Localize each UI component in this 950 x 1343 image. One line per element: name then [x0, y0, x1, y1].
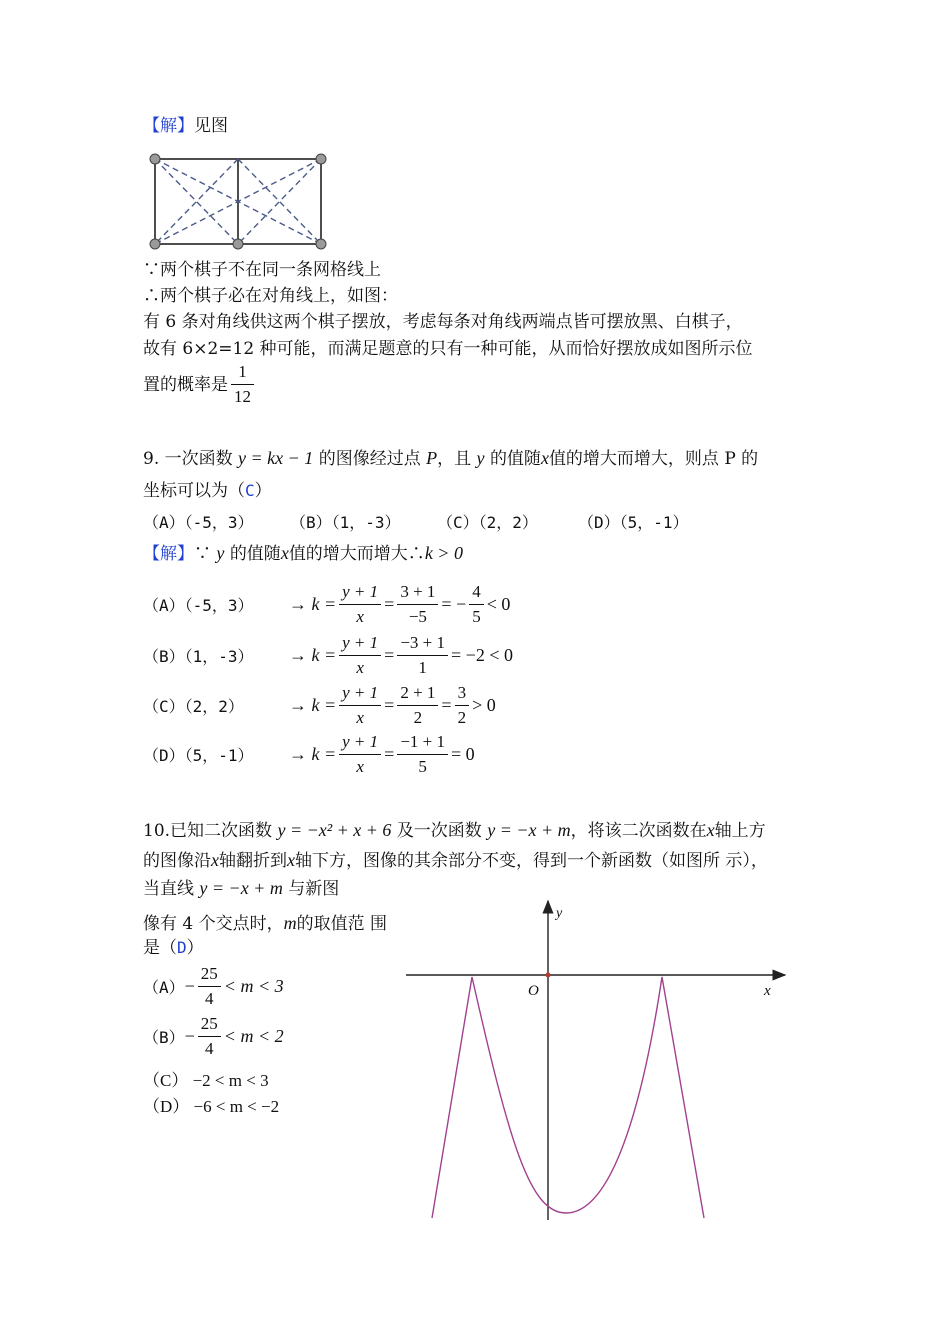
q10-option-d: （D） −6 < m < −2	[143, 1097, 280, 1116]
q10-option-b: （B） − $\frac{25}{4}$ < m < 2	[143, 1014, 284, 1058]
solution-heading	[143, 114, 228, 138]
q9-row-a-label: （A）（-5，3）	[143, 596, 254, 615]
q10-line5-b: ）	[186, 938, 204, 958]
q9-text-e: 值的增大而增大，则点 P 的	[548, 449, 759, 469]
q10-line-4	[143, 911, 387, 936]
paragraph-line-2: 故有 6×2=12 种可能，而满足题意的只有一种可能，从而恰好摆放成如图所示位	[143, 339, 753, 359]
q9-row-d-frac1: $\frac{y + 1}{x}$	[339, 732, 381, 777]
y-axis-label: y	[556, 906, 563, 921]
origin-point	[546, 973, 551, 978]
q9-option-d: （D）（5，-1）	[578, 513, 689, 532]
q10-line-2	[143, 848, 768, 873]
q10-option-a-label: （A）	[143, 978, 185, 997]
reason-line-2: ∴两个棋子必在对角线上，如图：	[143, 286, 398, 306]
q10-line1-d: 轴上方	[714, 821, 766, 841]
q9-x: x	[540, 448, 549, 468]
q10-eq2: y = −x + m	[487, 820, 571, 840]
q10-m: m	[283, 913, 297, 933]
q9-row-a-frac3: $\frac{4}{5}$	[469, 582, 484, 627]
q10-line2-c: 轴下方，图像的其余部分不变，得到一个新函数（如图所 示），	[295, 851, 768, 871]
q9-row-d-pre: → k =	[289, 744, 337, 764]
q10-option-b-label: （B）	[143, 1028, 185, 1047]
q10-answer: D	[177, 938, 187, 957]
q9-row-b-label: （B）（1，-3）	[143, 647, 254, 666]
q9-line2-b: ）	[254, 481, 272, 501]
q9-row-a-pre: → k =	[289, 594, 337, 614]
q10-line1-b: 及一次函数	[396, 821, 482, 841]
q9-row-c-pre: → k =	[289, 695, 337, 715]
q9-sol-c: 值的增大而增大∴	[288, 544, 425, 564]
reason-line-1: ∵两个棋子不在同一条网格线上	[143, 260, 381, 280]
q10-number: 10	[143, 821, 165, 841]
q9-sol-x: x	[280, 543, 289, 563]
q9-row-a-tail: < 0	[486, 594, 511, 614]
q9-row-c-mid: =	[441, 695, 452, 715]
q9-sol-a: ∵	[194, 544, 211, 564]
q10-eq1: y = −x² + x + 6	[277, 820, 392, 840]
q10-line1-a: 已知二次函数	[170, 821, 273, 841]
q9-row-c-frac1: $\frac{y + 1}{x}$	[339, 683, 381, 728]
q10-line-3	[143, 876, 339, 901]
probability-fraction	[231, 362, 254, 407]
q9-sol-k: k > 0	[424, 543, 463, 563]
q9-point: P	[426, 448, 438, 468]
probability-denominator: 12	[234, 387, 251, 406]
q9-row-b: （B）（1，-3） → k = $\frac{y + 1}{x}$ = $\frac{-3 + 1}{1}$ = −2 < 0	[143, 633, 513, 677]
q9-row-c-tail: > 0	[472, 695, 496, 715]
q10-line2-b: 轴翻折到	[219, 851, 287, 871]
new-function-curve	[432, 977, 704, 1218]
q9-y: y	[476, 448, 485, 468]
q9-row-d-tail: = 0	[451, 744, 475, 764]
q10-x1: x	[706, 820, 715, 840]
q9-row-c: （C）（2，2） → k = $\frac{y + 1}{x}$ = $\frac{2 + 1}{2}$ = $\frac{3}{2}$ > 0	[143, 683, 496, 727]
q9-text-b: 的图像经过点	[318, 449, 421, 469]
q10-line-1: 10.已知二次函数 y = −x² + x + 6 及一次函数 y = −x + m，将该二次函数在x轴上方	[143, 820, 766, 841]
q10-line5-a: 是（	[143, 938, 177, 958]
q9-row-d-frac2: $\frac{-1 + 1}{5}$	[397, 732, 448, 777]
q9-option-a: （A）（-5，3）	[143, 513, 254, 532]
probability-numerator: 1	[231, 362, 254, 385]
q10-x3: x	[287, 850, 295, 870]
solution-label: 【解】	[143, 116, 194, 136]
q9-row-a-frac2: $\frac{3 + 1}{-5}$	[397, 582, 438, 627]
q10-option-c: （C） −2 < m < 3	[143, 1071, 269, 1090]
q10-line4-a: 像有 4 个交点时，	[143, 914, 284, 934]
q9-row-d: （D）（5，-1） → k = $\frac{y + 1}{x}$ = $\frac{-1 + 1}{5}$ = 0	[143, 732, 475, 776]
origin-label: O	[528, 983, 539, 999]
q9-line-1: 9. 一次函数 y = kx − 1 的图像经过点 P，且 y 的值随x值的增大而增大，则点 P 的	[143, 448, 759, 469]
q9-row-c-frac3: $\frac{3}{2}$	[455, 683, 470, 728]
q9-row-b-frac1: $\frac{y + 1}{x}$	[339, 633, 381, 678]
paragraph-line-1: 有 6 条对角线供这两个棋子摆放，考虑每条对角线两端点皆可摆放黑、白棋子，	[143, 312, 743, 332]
q9-text-a: 一次函数	[164, 449, 233, 469]
q9-row-b-tail: = −2 < 0	[451, 645, 513, 665]
q9-row-a: （A）（-5，3） → k = $\frac{y + 1}{x}$ = $\frac{3 + 1}{-5}$ = − $\frac{4}{5}$ < 0	[143, 582, 511, 626]
q9-row-c-frac2: $\frac{2 + 1}{2}$	[397, 683, 438, 728]
q10-line3-b: 与新图	[288, 879, 340, 899]
q10-eq3: y = −x + m	[199, 878, 283, 898]
q10-line4-b: 的取值范 围	[296, 914, 388, 934]
q9-equation: y = kx − 1	[238, 448, 314, 468]
q9-line2-a: 坐标可以为（	[143, 481, 245, 501]
q9-row-b-frac2: $\frac{-3 + 1}{1}$	[397, 633, 448, 678]
see-figure-text: 见图	[194, 116, 228, 136]
q10-x2: x	[211, 850, 219, 870]
board-diagram	[145, 150, 335, 250]
q10-function-graph	[400, 895, 800, 1225]
q9-row-c-label: （C）（2，2）	[143, 697, 244, 716]
q9-option-b: （B）（1，-3）	[290, 513, 401, 532]
q9-solution-label: 【解】	[143, 544, 194, 564]
q9-solution-line	[143, 541, 463, 566]
q9-text-d: 的值随	[489, 449, 541, 469]
x-axis-label: x	[764, 983, 771, 999]
q10-option-b-tail: < m < 2	[223, 1026, 284, 1046]
q9-number: 9	[143, 449, 154, 469]
q9-answer: C	[245, 481, 255, 500]
q10-option-a-frac: $\frac{25}{4}$	[198, 964, 221, 1009]
q10-line2-a: 的图像沿	[143, 851, 211, 871]
q10-option-a: （A） − $\frac{25}{4}$ < m < 3	[143, 964, 284, 1008]
q10-option-a-tail: < m < 3	[223, 976, 284, 996]
q9-sol-b: 的值随	[229, 544, 281, 564]
paragraph-line-3	[143, 362, 257, 407]
q10-line1-c: ，将该二次函数在	[570, 821, 707, 841]
q9-option-c: （C）（2，2）	[437, 513, 538, 532]
q9-line-2	[143, 479, 272, 503]
q9-row-b-pre: → k =	[289, 645, 337, 665]
q10-line3-a: 当直线	[143, 879, 194, 899]
probability-prefix: 置的概率是	[143, 374, 228, 395]
q9-text-c: ，且	[437, 449, 472, 469]
q10-line-5	[143, 936, 204, 960]
q9-row-d-label: （D）（5，-1）	[143, 746, 254, 765]
q9-row-a-frac1: $\frac{y + 1}{x}$	[339, 582, 381, 627]
q9-row-a-mid: = −	[441, 594, 467, 614]
q10-option-b-frac: $\frac{25}{4}$	[198, 1014, 221, 1059]
q9-sol-y: y	[216, 543, 225, 563]
